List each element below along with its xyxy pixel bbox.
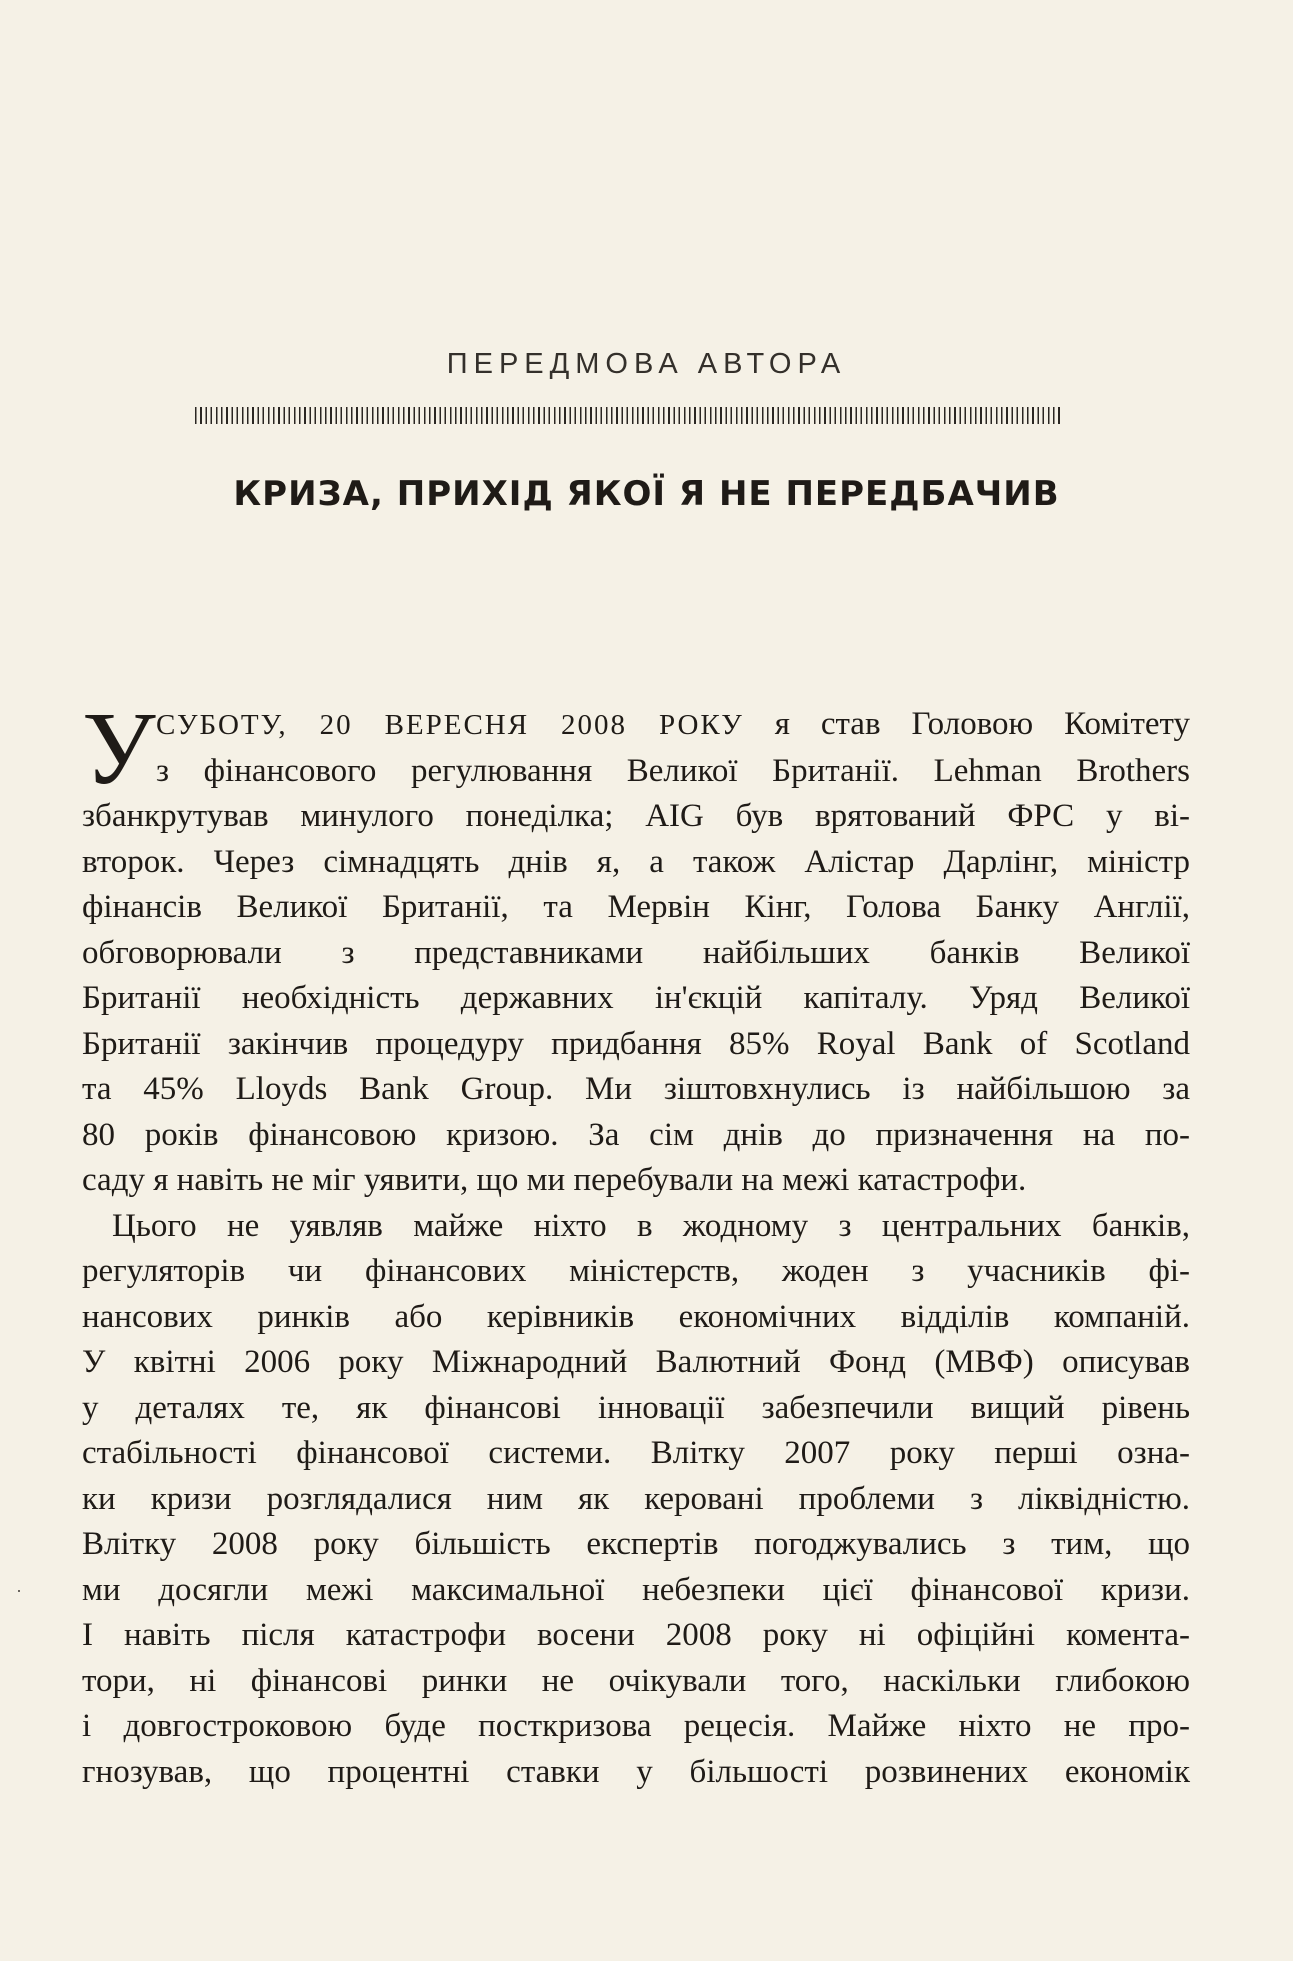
text-line: у деталях те, як фінансові інновації забезпечили вищий рівень (82, 1389, 1190, 1426)
text-line: регуляторів чи фінансових міністерств, жоден з учасників фі- (82, 1253, 1190, 1289)
opening-rest: я став Головою Комітету (743, 706, 1190, 742)
text-line: та 45% Lloyds Bank Group. Ми зіштовхнулись із найбільшою за (82, 1071, 1190, 1107)
opening-smallcaps: СУБОТУ, 20 ВЕРЕСНЯ 2008 РОКУ (156, 709, 744, 741)
text-line: фінансів Великої Британії, та Мервін Кінг, Голова Банку Англії, (82, 889, 1190, 925)
chapter-title: КРИЗА, ПРИХІД ЯКОЇ Я НЕ ПЕРЕДБАЧИВ (233, 474, 1060, 514)
section-label: ПЕРЕДМОВА АВТОРА (446, 348, 847, 380)
text-line: саду я навіть не міг уявити, що ми перебували на межі катастрофи. (82, 1162, 1027, 1198)
text-line: Британії необхідність державних ін'єкцій капіталу. Уряд Великої (82, 980, 1190, 1016)
text-line: І навіть після катастрофи восени 2008 року ні офіційні комента- (82, 1617, 1190, 1653)
text-line: У квітні 2006 року Міжнародний Валютний Фонд (МВФ) описував (82, 1344, 1190, 1380)
text-line: ми досягли межі максимальної небезпеки цієї фінансової кризи. (82, 1571, 1190, 1608)
text-line: второк. Через сімнадцять днів я, а також Алістар Дарлінг, міністр (82, 843, 1190, 880)
text-line: ки кризи розглядалися ним як керовані проблеми з ліквідністю. (82, 1480, 1190, 1517)
body-text (82, 691, 1190, 1795)
text-line: Цього не уявляв майже ніхто в жодному з центральних банків, (112, 1207, 1190, 1244)
text-line: тори, ні фінансові ринки не очікували того, наскільки глибокою (82, 1662, 1190, 1699)
text-line: і довгостроковою буде посткризова рецесія. Майже ніхто не про- (82, 1708, 1190, 1744)
text-line: збанкрутував минулого понеділка; AIG був врятований ФРС у ві- (82, 798, 1190, 834)
drop-cap: У (82, 691, 156, 806)
text-line: стабільності фінансової системи. Влітку 2007 року перші озна- (82, 1435, 1190, 1471)
text-line: Британії закінчив процедуру придбання 85% Royal Bank of Scotland (82, 1025, 1190, 1062)
text-line: 80 років фінансовою кризою. За сім днів до призначення на по- (82, 1116, 1190, 1153)
text-line: нансових ринків або керівників економічних відділів компаній. (82, 1298, 1190, 1335)
text-line: з фінансового регулювання Великої Британії. Lehman Brothers (156, 752, 1190, 789)
text-line: гнозував, що процентні ставки у більшості розвинених економік (82, 1753, 1190, 1790)
text-line: обговорювали з представниками найбільших банків Великої (82, 934, 1190, 971)
decorative-rule (195, 407, 1060, 424)
text-line: Влітку 2008 року більшість експертів погоджувались з тим, що (82, 1526, 1190, 1562)
margin-dot (18, 1590, 20, 1592)
text-line (82, 702, 1190, 749)
